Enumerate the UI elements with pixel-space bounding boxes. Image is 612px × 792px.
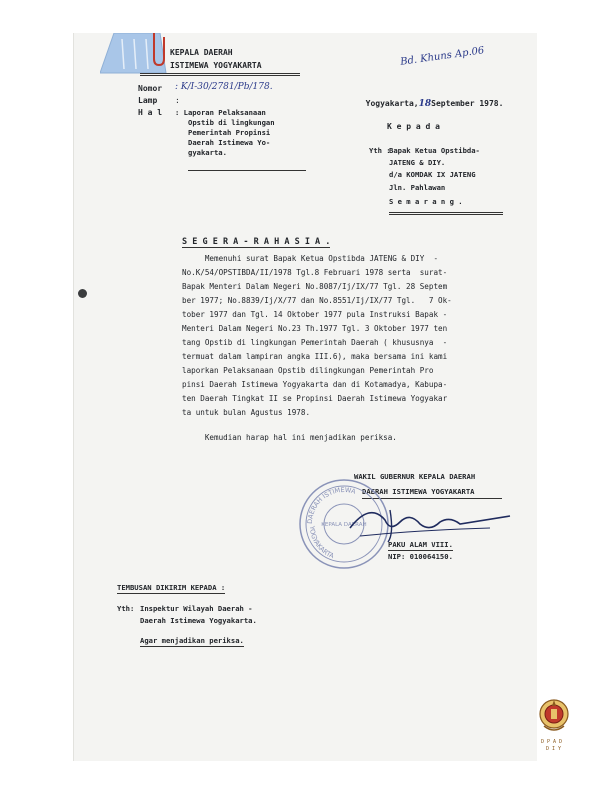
signature-nip: NIP: 010064150. <box>388 552 453 561</box>
letterhead-line2: ISTIMEWA YOGYAKARTA <box>170 61 262 70</box>
hal-line: Daerah Istimewa Yo- <box>188 138 271 147</box>
hal-line: Opstib di lingkungan <box>188 118 275 127</box>
body-line: termuat dalam lampiran angka III.6), maka bersama ini kami <box>182 352 448 361</box>
signature-title2: DAERAH ISTIMEWA YOGYAKARTA <box>362 487 475 496</box>
recipient-line: S e m a r a n g . <box>389 197 463 206</box>
archive-logo-line2: D I Y <box>546 746 562 752</box>
date-rest: September 1978. <box>431 99 504 108</box>
handwritten-signature <box>330 498 520 546</box>
date-line <box>356 90 503 109</box>
hal-line: Pemerintah Propinsi <box>188 128 271 137</box>
signature-title1: WAKIL GUBERNUR KEPALA DAERAH <box>354 472 476 481</box>
lamp-label: Lamp <box>138 96 158 105</box>
recipient-line: JATENG & DIY. <box>389 158 446 167</box>
hal-label: H a l <box>138 108 163 117</box>
paper-clip-graphic <box>150 33 166 67</box>
stamp-inner: KEPALA DAERAH <box>321 522 367 528</box>
yth-label: Yth : <box>369 146 391 155</box>
tembusan-line1: Inspektur Wilayah Daerah - <box>140 604 253 613</box>
body-line: Bapak Menteri Dalam Negeri No.8087/Ij/IX/77 Tgl. 28 Septem <box>182 282 448 291</box>
stamp-outer-bottom: YOGYAKARTA <box>307 525 336 561</box>
tembusan-line2: Daerah Istimewa Yogyakarta. <box>140 616 257 625</box>
handwritten-corner-note: Bd. Khuns Ap.06 <box>399 45 486 68</box>
tembusan-yth: Yth: <box>117 604 135 613</box>
body-line: Memenuhi surat Bapak Ketua Opstibda JATENG & DIY - <box>182 254 439 263</box>
document-heading: S E G E R A - R A H A S I A . <box>182 237 331 247</box>
body-line: tang Opstib di lingkungan Pemerintah Daerah ( khususnya - <box>182 338 448 347</box>
recipient-line: Jln. Pahlawan <box>389 183 446 192</box>
letterhead-rule <box>140 73 300 76</box>
closing-line: Kemudian harap hal ini menjadikan periksa. <box>182 433 397 442</box>
kepada-label: K e p a d a <box>387 122 440 131</box>
lamp-value: : <box>175 96 180 105</box>
letterhead-line1: KEPALA DAERAH <box>170 48 233 57</box>
date-place: Yogyakarta, <box>365 99 419 108</box>
tembusan-heading: TEMBUSAN DIKIRIM KEPADA : <box>117 583 226 592</box>
hal-line: gyakarta. <box>188 148 227 157</box>
body-line: ta untuk bulan Agustus 1978. <box>182 408 311 417</box>
recipient-line: d/a KOMDAK IX JATENG <box>389 170 476 179</box>
hal-value: : Laporan Pelaksanaan <box>175 108 266 117</box>
recipient-line: Bapak Ketua Opstibda- <box>389 146 480 155</box>
recipient-rule <box>389 212 503 215</box>
body-line: tober 1977 dan Tgl. 14 Oktober 1977 pula Instruksi Bapak - <box>182 310 448 319</box>
nomor-value: : K/I-30/2781/Pb/178. <box>175 82 273 92</box>
archive-logo-line1: D P A D <box>541 739 563 745</box>
date-day: 18 <box>418 99 432 109</box>
body-line: Menteri Dalam Negeri No.23 Th.1977 Tgl. 3 Oktober 1977 ten <box>182 324 448 333</box>
body-line: laporkan Pelaksanaan Opstib dilingkungan Pemerintah Pro <box>182 366 434 375</box>
nomor-label: Nomor <box>138 84 163 93</box>
body-line: No.K/54/OPSTIBDA/II/1978 Tgl.8 Februari 1978 serta surat- <box>182 268 448 277</box>
stamp-outer-top: DAERAH ISTIMEWA <box>305 485 357 525</box>
body-line: pinsi Daerah Istimewa Yogyakarta dan di Kotamadya, Kabupa- <box>182 380 448 389</box>
signature-name: PAKU ALAM VIII. <box>388 540 453 549</box>
tembusan-note: Agar menjadikan periksa. <box>140 636 244 645</box>
archive-logo-icon <box>536 696 572 738</box>
body-line: ten Daerah Tingkat II se Propinsi Daerah Istimewa Yogyakar <box>182 394 448 403</box>
punch-hole <box>78 289 87 298</box>
hal-rule <box>188 170 306 171</box>
body-line: ber 1977; No.8839/Ij/X/77 dan No.8551/Ij/IX/77 Tgl. 7 Ok- <box>182 296 452 305</box>
